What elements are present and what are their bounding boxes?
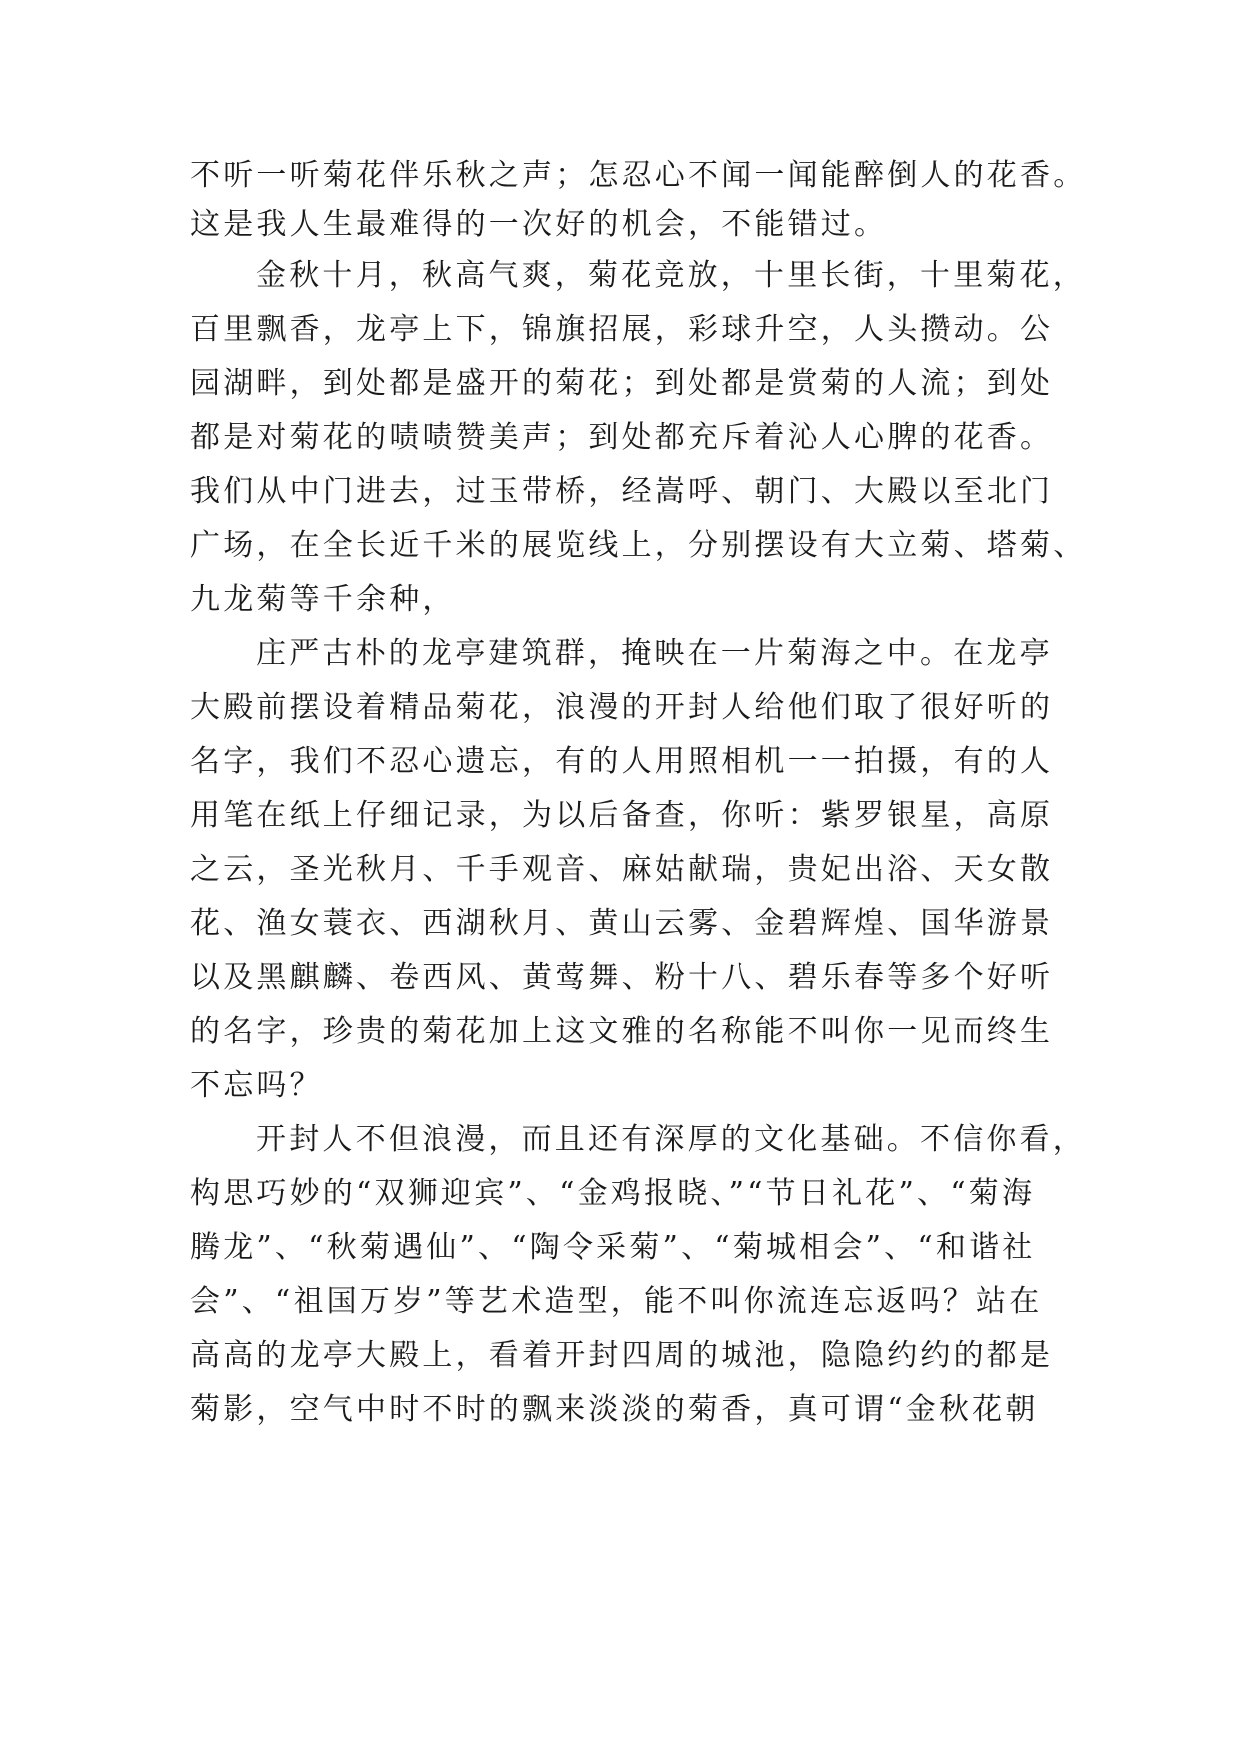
- paragraph-line: 金秋十月，秋高气爽，菊花竞放，十里长街，十里菊花，: [256, 258, 1086, 293]
- paragraph-line: 构思巧妙的“双狮迎宾”、“金鸡报晓、”“节日礼花”、“菊海: [190, 1176, 1036, 1211]
- paragraph-line: 园湖畔，到处都是盛开的菊花；到处都是赏菊的人流；到处: [190, 366, 1054, 401]
- paragraph-line: 用笔在纸上仔细记录，为以后备查，你听：紫罗银星，高原: [190, 798, 1054, 833]
- paragraph-line: 广场，在全长近千米的展览线上，分别摆设有大立菊、塔菊、: [190, 528, 1087, 563]
- paragraph-line: 开封人不但浪漫，而且还有深厚的文化基础。不信你看，: [256, 1122, 1086, 1157]
- paragraph-line: 名字，我们不忍心遗忘，有的人用照相机一一拍摄，有的人: [190, 744, 1054, 779]
- paragraph-line: 以及黑麒麟、卷西风、黄莺舞、粉十八、碧乐春等多个好听: [190, 960, 1054, 995]
- paragraph-line: 我们从中门进去，过玉带桥，经嵩呼、朝门、大殿以至北门: [190, 474, 1054, 509]
- paragraph-line: 之云，圣光秋月、千手观音、麻姑献瑞，贵妃出浴、天女散: [190, 852, 1054, 887]
- paragraph-line: 菊影，空气中时不时的飘来淡淡的菊香，真可谓“金秋花朝: [190, 1392, 1039, 1427]
- paragraph-line: 都是对菊花的啧啧赞美声；到处都充斥着沁人心脾的花香。: [190, 420, 1054, 455]
- paragraph-line: 会”、“祖国万岁”等艺术造型，能不叫你流连忘返吗？站在: [190, 1284, 1043, 1319]
- paragraph-line: 腾龙”、“秋菊遇仙”、“陶令采菊”、“菊城相会”、“和谐社: [190, 1230, 1036, 1265]
- paragraph-line: 九龙菊等千余种，: [190, 582, 456, 617]
- paragraph-line: 花、渔女蓑衣、西湖秋月、黄山云雾、金碧辉煌、国华游景: [190, 906, 1054, 941]
- paragraph-line: 不听一听菊花伴乐秋之声；怎忍心不闻一闻能醉倒人的花香。: [190, 158, 1087, 193]
- paragraph-line: 高高的龙亭大殿上，看着开封四周的城池，隐隐约约的都是: [190, 1338, 1054, 1373]
- paragraph-line: 这是我人生最难得的一次好的机会，不能错过。: [190, 207, 888, 242]
- paragraph-line: 百里飘香，龙亭上下，锦旗招展，彩球升空，人头攒动。公: [190, 312, 1054, 347]
- paragraph-line: 不忘吗？: [190, 1068, 323, 1103]
- paragraph-line: 的名字，珍贵的菊花加上这文雅的名称能不叫你一见而终生: [190, 1014, 1054, 1049]
- paragraph-line: 庄严古朴的龙亭建筑群，掩映在一片菊海之中。在龙亭: [256, 636, 1053, 671]
- paragraph-line: 大殿前摆设着精品菊花，浪漫的开封人给他们取了很好听的: [190, 690, 1054, 725]
